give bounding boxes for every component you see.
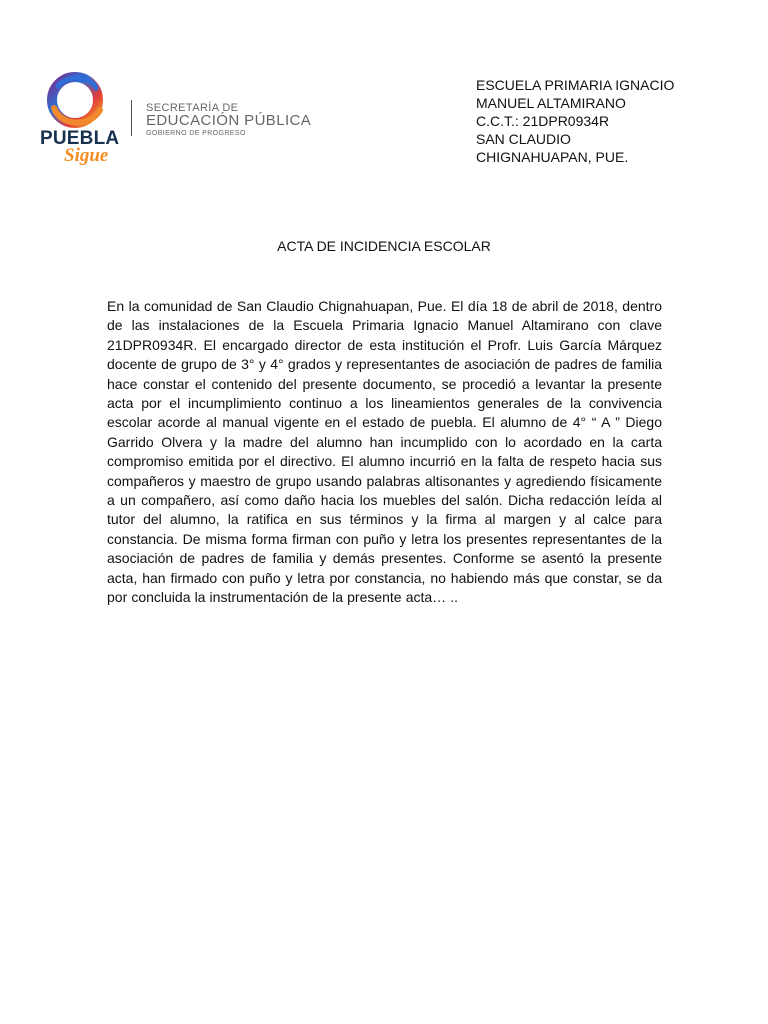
puebla-sep-logo (38, 68, 312, 178)
school-locality: SAN CLAUDIO (476, 131, 571, 147)
document-body: En la comunidad de San Claudio Chignahuapan, Pue. El día 18 de abril de 2018, dentro de las instalaciones de la Escuela Primaria Ignacio Manuel Altamirano con clave 21DPR0934R. El encargado director de esta institución el Profr. Luis García Márquez docente de grupo de 3° y 4° grados y representantes de asociación de padres de familia hace constar el contenido del presente documento, se procedió a levantar la presente acta por el incumplimiento continuo a los lineamientos generales de la convivencia escolar acorde al manual vigente en el estado de puebla. El alumno de 4° “ A ” Diego Garrido Olvera y la madre del alumno han incumplido con lo acordado en la carta compromiso emitida por el directivo. El alumno incurrió en la falta de respeto hacia sus compañeros y maestro de grupo usando palabras altisonantes y agrediendo físicamente a un compañero, así como daño hacia los muebles del salón. Dicha redacción leída al tutor del alumno, la ratifica en sus términos y la firma al margen y al calce para constancia. De misma forma firman con puño y letra los presentes representantes de la asociación de padres de familia y demás presentes. Conforme se asentó la presente acta, han firmado con puño y letra por constancia, no habiendo más que constar, se da por concluida la instrumentación de la presente acta… .. (107, 298, 662, 606)
secretaria-line3: GOBIERNO DE PROGRESO (146, 130, 246, 137)
sigue-wordmark: Sigue (64, 145, 109, 166)
logo-divider (131, 100, 132, 136)
puebla-wordmark: PUEBLA (40, 128, 120, 149)
school-header (476, 76, 716, 166)
school-name-line1: ESCUELA PRIMARIA IGNACIO (476, 77, 675, 93)
secretaria-line1: SECRETARÍA DE (146, 102, 239, 114)
secretaria-line2: EDUCACIÓN PÚBLICA (146, 112, 312, 129)
school-cct: C.C.T.: 21DPR0934R (476, 113, 610, 129)
school-name-line2: MANUEL ALTAMIRANO (476, 95, 626, 111)
document-title: ACTA DE INCIDENCIA ESCOLAR (277, 238, 491, 254)
school-municipality: CHIGNAHUAPAN, PUE. (476, 149, 629, 165)
